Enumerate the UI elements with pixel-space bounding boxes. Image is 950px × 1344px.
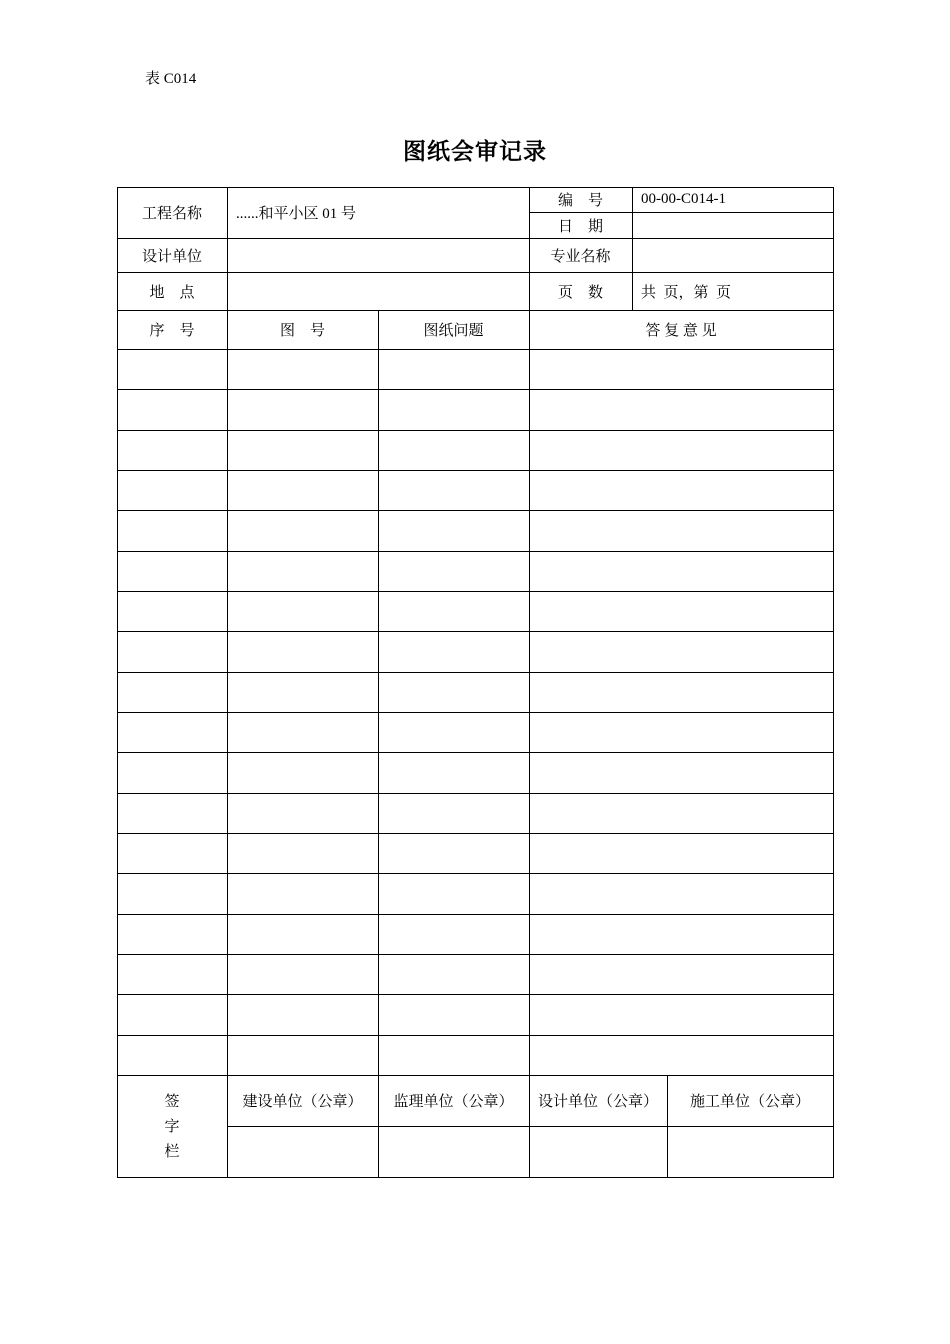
- design-unit-value[interactable]: [227, 238, 529, 272]
- row-issue-cell[interactable]: [378, 873, 529, 913]
- contractor-unit-seal-area[interactable]: [668, 1127, 833, 1177]
- row-drawing-no-cell[interactable]: [227, 833, 378, 873]
- row-seq-cell[interactable]: [117, 672, 227, 712]
- row-drawing-no-cell[interactable]: [227, 510, 378, 550]
- row-reply-cell[interactable]: [529, 752, 833, 792]
- specialty-label: 专业名称: [550, 248, 611, 265]
- column-header-issue: 图纸问题: [423, 323, 484, 339]
- row-seq-cell[interactable]: [117, 752, 227, 792]
- row-seq-cell[interactable]: [117, 712, 227, 752]
- row-reply-cell[interactable]: [529, 591, 833, 631]
- pages-value[interactable]: 共 页，第 页: [641, 284, 732, 301]
- row-drawing-no-cell[interactable]: [227, 914, 378, 954]
- column-header-reply: 答 复 意 见: [645, 323, 717, 339]
- signature-label-char: 签: [164, 1094, 180, 1110]
- row-drawing-no-cell[interactable]: [227, 954, 378, 994]
- row-reply-cell[interactable]: [529, 470, 833, 510]
- table-border-bottom: [117, 1177, 834, 1178]
- row-issue-cell[interactable]: [378, 510, 529, 550]
- location-label: 地 点: [149, 284, 195, 301]
- date-label: 日 期: [557, 218, 603, 235]
- pages-label: 页 数: [557, 284, 603, 301]
- row-issue-cell[interactable]: [378, 631, 529, 671]
- row-seq-cell[interactable]: [117, 631, 227, 671]
- design-unit-label: 设计单位: [141, 248, 202, 265]
- row-seq-cell[interactable]: [117, 914, 227, 954]
- row-reply-cell[interactable]: [529, 430, 833, 470]
- row-drawing-no-cell[interactable]: [227, 752, 378, 792]
- row-reply-cell[interactable]: [529, 873, 833, 913]
- row-issue-cell[interactable]: [378, 712, 529, 752]
- row-drawing-no-cell[interactable]: [227, 430, 378, 470]
- row-seq-cell[interactable]: [117, 389, 227, 429]
- row-seq-cell[interactable]: [117, 994, 227, 1034]
- row-issue-cell[interactable]: [378, 551, 529, 591]
- row-drawing-no-cell[interactable]: [227, 1035, 378, 1075]
- row-drawing-no-cell[interactable]: [227, 551, 378, 591]
- row-seq-cell[interactable]: [117, 1035, 227, 1075]
- construction-unit-label: 建设单位（公章）: [242, 1094, 363, 1110]
- document-title: 图纸会审记录: [403, 139, 547, 164]
- row-seq-cell[interactable]: [117, 591, 227, 631]
- row-drawing-no-cell[interactable]: [227, 470, 378, 510]
- signature-label: [117, 1090, 227, 1165]
- row-reply-cell[interactable]: [529, 349, 833, 389]
- row-drawing-no-cell[interactable]: [227, 591, 378, 631]
- row-seq-cell[interactable]: [117, 470, 227, 510]
- row-reply-cell[interactable]: [529, 510, 833, 550]
- contractor-unit-label: 施工单位（公章）: [689, 1094, 810, 1110]
- date-value[interactable]: [632, 212, 833, 238]
- row-drawing-no-cell[interactable]: [227, 793, 378, 833]
- row-issue-cell[interactable]: [378, 954, 529, 994]
- row-seq-cell[interactable]: [117, 510, 227, 550]
- row-issue-cell[interactable]: [378, 793, 529, 833]
- supervision-unit-label: 监理单位（公章）: [393, 1094, 514, 1110]
- project-name-label: 工程名称: [141, 206, 202, 222]
- row-drawing-no-cell[interactable]: [227, 349, 378, 389]
- row-reply-cell[interactable]: [529, 672, 833, 712]
- row-reply-cell[interactable]: [529, 1035, 833, 1075]
- row-reply-cell[interactable]: [529, 551, 833, 591]
- row-reply-cell[interactable]: [529, 793, 833, 833]
- row-issue-cell[interactable]: [378, 914, 529, 954]
- form-code: 表 C014: [145, 71, 197, 87]
- project-name-value[interactable]: ......和平小区 01 号: [236, 206, 357, 222]
- row-seq-cell[interactable]: [117, 833, 227, 873]
- design-unit-seal-area[interactable]: [530, 1127, 667, 1177]
- row-seq-cell[interactable]: [117, 873, 227, 913]
- row-seq-cell[interactable]: [117, 954, 227, 994]
- row-seq-cell[interactable]: [117, 430, 227, 470]
- row-reply-cell[interactable]: [529, 994, 833, 1034]
- number-value[interactable]: 00-00-C014-1: [641, 191, 726, 207]
- row-drawing-no-cell[interactable]: [227, 712, 378, 752]
- row-issue-cell[interactable]: [378, 1035, 529, 1075]
- table-border-right: [833, 187, 834, 1178]
- row-drawing-no-cell[interactable]: [227, 994, 378, 1034]
- row-issue-cell[interactable]: [378, 591, 529, 631]
- row-issue-cell[interactable]: [378, 470, 529, 510]
- row-seq-cell[interactable]: [117, 793, 227, 833]
- row-issue-cell[interactable]: [378, 752, 529, 792]
- design-unit-seal-label: 设计单位（公章）: [537, 1094, 658, 1110]
- row-drawing-no-cell[interactable]: [227, 873, 378, 913]
- supervision-unit-seal-area[interactable]: [379, 1127, 529, 1177]
- column-header-drawing-no: 图 号: [279, 323, 325, 339]
- row-issue-cell[interactable]: [378, 672, 529, 712]
- row-seq-cell[interactable]: [117, 349, 227, 389]
- number-label: 编 号: [557, 193, 603, 209]
- row-issue-cell[interactable]: [378, 430, 529, 470]
- signature-label-char: 栏: [164, 1144, 180, 1160]
- row-issue-cell[interactable]: [378, 833, 529, 873]
- row-reply-cell[interactable]: [529, 954, 833, 994]
- row-reply-cell[interactable]: [529, 833, 833, 873]
- row-issue-cell[interactable]: [378, 389, 529, 429]
- construction-unit-seal-area[interactable]: [228, 1127, 378, 1177]
- row-reply-cell[interactable]: [529, 712, 833, 752]
- location-value[interactable]: [227, 272, 529, 310]
- row-reply-cell[interactable]: [529, 631, 833, 671]
- specialty-value[interactable]: [632, 238, 833, 272]
- row-reply-cell[interactable]: [529, 914, 833, 954]
- row-reply-cell[interactable]: [529, 389, 833, 429]
- row-seq-cell[interactable]: [117, 551, 227, 591]
- column-header-seq: 序 号: [149, 323, 195, 339]
- row-drawing-no-cell[interactable]: [227, 389, 378, 429]
- row-issue-cell[interactable]: [378, 349, 529, 389]
- row-drawing-no-cell[interactable]: [227, 631, 378, 671]
- row-issue-cell[interactable]: [378, 994, 529, 1034]
- signature-label-char: 字: [164, 1119, 180, 1135]
- row-drawing-no-cell[interactable]: [227, 672, 378, 712]
